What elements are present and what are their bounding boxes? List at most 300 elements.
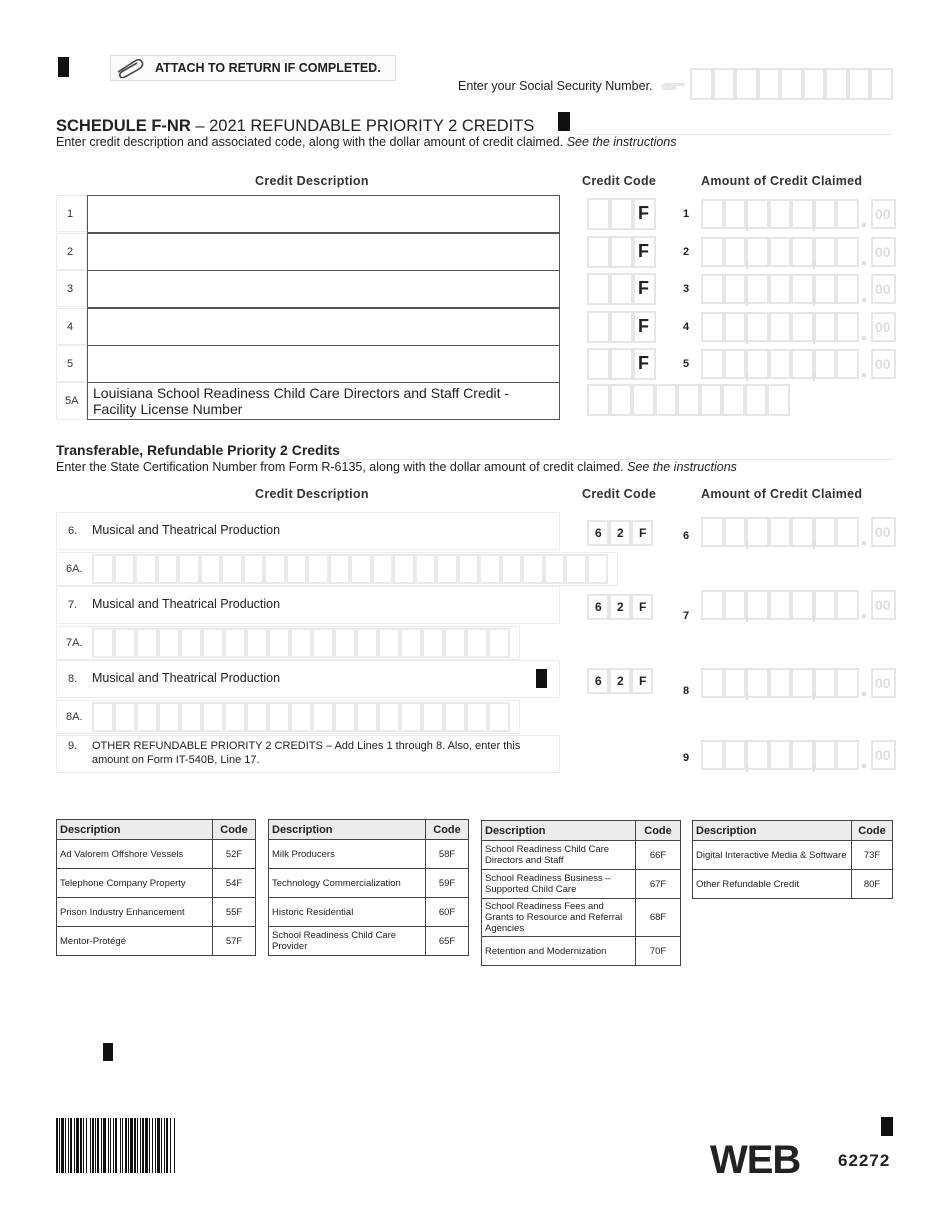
digit-box[interactable] — [713, 68, 736, 100]
code-box[interactable] — [587, 236, 610, 268]
certification-number-label: 6A. — [66, 563, 83, 575]
barcode-bar — [108, 1118, 109, 1173]
section2-title: Transferable, Refundable Priority 2 Credits — [56, 442, 340, 458]
digit-box[interactable] — [466, 628, 488, 658]
digit-box[interactable] — [393, 554, 415, 584]
code-box[interactable] — [587, 348, 610, 380]
digit-box[interactable] — [836, 349, 859, 379]
digit-box[interactable] — [400, 702, 422, 732]
digit-box[interactable] — [135, 554, 157, 584]
code-box[interactable] — [610, 311, 633, 343]
description-header: Description — [693, 821, 852, 841]
barcode-bar — [70, 1118, 72, 1173]
cents-value: 00 — [875, 319, 891, 335]
barcode-bar — [120, 1118, 121, 1173]
digit-box[interactable] — [701, 199, 724, 229]
decimal-point — [862, 298, 866, 302]
digit-box[interactable] — [200, 554, 222, 584]
credit-code-table — [692, 820, 893, 899]
digit-box[interactable] — [286, 554, 308, 584]
barcode-bar — [115, 1118, 117, 1173]
form-number: 62272 — [838, 1151, 891, 1170]
code-box[interactable] — [610, 236, 633, 268]
digit-box[interactable] — [836, 237, 859, 267]
digit-box[interactable] — [814, 517, 837, 547]
digit-box[interactable] — [157, 554, 179, 584]
barcode-bar — [140, 1118, 141, 1173]
digit-box[interactable] — [814, 590, 837, 620]
barcode-bar — [90, 1118, 91, 1173]
digit-box[interactable] — [264, 554, 286, 584]
barcode-bar — [97, 1118, 99, 1173]
cents-value: 00 — [875, 356, 891, 372]
digit-box[interactable] — [836, 668, 859, 698]
digit-box[interactable] — [422, 702, 444, 732]
digit-box[interactable] — [701, 237, 724, 267]
code-box — [609, 594, 631, 620]
digit-box[interactable] — [791, 312, 814, 342]
digit-box[interactable] — [724, 517, 747, 547]
credit-description-input[interactable] — [87, 270, 560, 308]
digit-box[interactable] — [224, 702, 246, 732]
digit-box[interactable] — [444, 702, 466, 732]
digit-box[interactable] — [334, 702, 356, 732]
code-box[interactable] — [610, 198, 633, 230]
cents-box — [871, 517, 896, 547]
barcode-bar — [122, 1118, 123, 1173]
credit-code-char: 6 — [595, 526, 602, 540]
digit-box[interactable] — [246, 628, 268, 658]
barcode-bar — [155, 1118, 156, 1173]
comma-separator — [813, 373, 815, 381]
digit-box[interactable] — [701, 312, 724, 342]
digit-box[interactable] — [791, 590, 814, 620]
registration-mark — [536, 669, 547, 688]
comma-separator — [813, 614, 815, 622]
digit-box[interactable] — [202, 702, 224, 732]
digit-box[interactable] — [522, 554, 544, 584]
digit-box[interactable] — [677, 384, 700, 416]
barcode-bar — [61, 1118, 64, 1173]
digit-box[interactable] — [466, 702, 488, 732]
amount-line-number: 8 — [683, 685, 690, 697]
cents-value: 00 — [875, 281, 891, 297]
comma-separator — [746, 261, 748, 269]
amount-line-number: 2 — [683, 246, 690, 258]
credit-description-cell: School Readiness Child Care Provider — [269, 927, 426, 956]
digit-box[interactable] — [92, 554, 114, 584]
description-header: Description — [57, 820, 213, 840]
digit-box[interactable] — [701, 590, 724, 620]
registration-mark — [58, 57, 69, 77]
amount-input[interactable] — [701, 668, 896, 700]
table-row — [269, 869, 469, 898]
digit-box[interactable] — [587, 554, 609, 584]
comma-separator — [813, 692, 815, 700]
barcode-bar — [80, 1118, 82, 1173]
barcode-bar — [149, 1118, 150, 1173]
digit-box[interactable] — [769, 349, 792, 379]
credit-description-input[interactable] — [87, 195, 560, 233]
digit-box[interactable] — [356, 702, 378, 732]
facility-license-input[interactable] — [587, 384, 790, 416]
digit-box[interactable] — [136, 628, 158, 658]
digit-box[interactable] — [501, 554, 523, 584]
barcode-bar — [142, 1118, 144, 1173]
digit-box[interactable] — [180, 628, 202, 658]
code-box — [587, 520, 609, 546]
row-number: 3 — [67, 283, 74, 295]
digit-box[interactable] — [329, 554, 351, 584]
cents-box — [871, 668, 896, 698]
credit-code-cell: 55F — [213, 898, 256, 927]
digit-box[interactable] — [224, 628, 246, 658]
decimal-point — [862, 541, 866, 545]
credit-description-cell: Mentor-Protégé — [57, 927, 213, 956]
table-header-row — [482, 821, 681, 841]
digit-box[interactable] — [836, 590, 859, 620]
digit-box[interactable] — [202, 628, 224, 658]
digit-box[interactable] — [479, 554, 501, 584]
amount-line-number: 1 — [683, 208, 690, 220]
row-9-text: OTHER REFUNDABLE PRIORITY 2 CREDITS – Add Lines 1 through 8. Also, enter this amount on Form IT-540B, Line 17. — [92, 740, 521, 766]
digit-box[interactable] — [701, 349, 724, 379]
barcode-bar — [65, 1118, 66, 1173]
row-number: 5 — [67, 358, 74, 370]
digit-box[interactable] — [746, 517, 769, 547]
digit-box[interactable] — [769, 517, 792, 547]
code-box[interactable] — [587, 198, 610, 230]
row-number: 8. — [68, 673, 78, 685]
credit-description-input[interactable] — [87, 308, 560, 346]
digit-box[interactable] — [701, 274, 724, 304]
digit-box[interactable] — [246, 702, 268, 732]
digit-box[interactable] — [724, 199, 747, 229]
digit-box[interactable] — [769, 312, 792, 342]
digit-box[interactable] — [769, 668, 792, 698]
digit-box[interactable] — [701, 668, 724, 698]
credit-code-char: 2 — [617, 600, 624, 614]
table-row — [57, 898, 256, 927]
description-header: Description — [482, 821, 636, 841]
digit-box[interactable] — [803, 68, 826, 100]
digit-box[interactable] — [791, 668, 814, 698]
digit-box[interactable] — [444, 628, 466, 658]
digit-box[interactable] — [178, 554, 200, 584]
digit-box[interactable] — [836, 740, 859, 770]
digit-box[interactable] — [378, 628, 400, 658]
cents-value: 00 — [875, 524, 891, 540]
digit-box[interactable] — [701, 740, 724, 770]
schedule-title-rest: – 2021 REFUNDABLE PRIORITY 2 CREDITS — [195, 117, 535, 135]
digit-box[interactable] — [791, 237, 814, 267]
credit-code-letter: F — [638, 278, 649, 298]
column-header-description: Credit Description — [255, 174, 369, 188]
digit-box[interactable] — [767, 384, 790, 416]
cents-box — [871, 349, 896, 379]
barcode-bar — [74, 1118, 75, 1173]
digit-box[interactable] — [769, 274, 792, 304]
digit-box[interactable] — [836, 517, 859, 547]
registration-mark — [881, 1117, 893, 1136]
digit-box[interactable] — [92, 628, 114, 658]
credit-description-cell: Digital Interactive Media & Software — [693, 841, 852, 870]
digit-box[interactable] — [701, 517, 724, 547]
digit-box[interactable] — [312, 702, 334, 732]
table-row — [57, 869, 256, 898]
digit-box[interactable] — [290, 628, 312, 658]
digit-box[interactable] — [724, 312, 747, 342]
amount-input[interactable] — [701, 517, 896, 549]
comma-separator — [813, 261, 815, 269]
digit-box[interactable] — [136, 702, 158, 732]
digit-box[interactable] — [791, 274, 814, 304]
barcode-bar — [110, 1118, 111, 1173]
digit-box[interactable] — [722, 384, 745, 416]
digit-box[interactable] — [400, 628, 422, 658]
digit-box[interactable] — [814, 668, 837, 698]
digit-box[interactable] — [870, 68, 893, 100]
cents-value: 00 — [875, 206, 891, 222]
cents-box — [871, 590, 896, 620]
digit-box[interactable] — [724, 668, 747, 698]
digit-box[interactable] — [758, 68, 781, 100]
cents-box — [871, 199, 896, 229]
digit-box[interactable] — [724, 349, 747, 379]
digit-box[interactable] — [415, 554, 437, 584]
barcode-bar — [166, 1118, 168, 1173]
digit-box[interactable] — [610, 384, 633, 416]
barcode-bar — [161, 1118, 162, 1173]
digit-box[interactable] — [544, 554, 566, 584]
column-header-code: Credit Code — [582, 174, 657, 188]
code-box — [631, 520, 653, 546]
digit-box[interactable] — [769, 590, 792, 620]
barcode-bar — [101, 1118, 102, 1173]
cents-box — [871, 312, 896, 342]
digit-box[interactable] — [814, 199, 837, 229]
ssn-input[interactable] — [690, 68, 893, 100]
barcode-bar — [164, 1118, 165, 1173]
digit-box[interactable] — [114, 554, 136, 584]
digit-box[interactable] — [307, 554, 329, 584]
credit-code-cell: 70F — [636, 937, 681, 966]
ssn-label: Enter your Social Security Number. — [458, 79, 653, 93]
digit-box[interactable] — [158, 628, 180, 658]
digit-box[interactable] — [655, 384, 678, 416]
amount-input[interactable] — [701, 199, 896, 231]
cents-value: 00 — [875, 747, 891, 763]
code-box — [587, 594, 609, 620]
digit-box[interactable] — [114, 702, 136, 732]
code-box[interactable] — [610, 273, 633, 305]
digit-box[interactable] — [780, 68, 803, 100]
cents-box — [871, 237, 896, 267]
digit-box[interactable] — [312, 628, 334, 658]
digit-box[interactable] — [814, 237, 837, 267]
amount-input[interactable] — [701, 237, 896, 269]
digit-box[interactable] — [488, 628, 510, 658]
barcode-bar — [68, 1118, 69, 1173]
barcode-bar — [137, 1118, 138, 1173]
decimal-point — [862, 373, 866, 377]
digit-box[interactable] — [180, 702, 202, 732]
amount-line-number: 3 — [683, 283, 690, 295]
registration-mark — [558, 112, 570, 131]
digit-box[interactable] — [791, 517, 814, 547]
barcode-bar — [59, 1118, 60, 1173]
barcode-bar — [170, 1118, 171, 1173]
digit-box[interactable] — [488, 702, 510, 732]
page-title — [56, 117, 534, 136]
barcode-bar — [113, 1118, 114, 1173]
cents-value: 00 — [875, 675, 891, 691]
digit-box[interactable] — [350, 554, 372, 584]
digit-box[interactable] — [814, 312, 837, 342]
digit-box[interactable] — [746, 199, 769, 229]
digit-box[interactable] — [745, 384, 768, 416]
barcode-bar — [128, 1118, 129, 1173]
digit-box[interactable] — [724, 274, 747, 304]
row-number: 1 — [67, 208, 74, 220]
row-9-line-number: 9 — [683, 752, 690, 764]
digit-box[interactable] — [746, 274, 769, 304]
comma-separator — [813, 298, 815, 306]
digit-box[interactable] — [836, 199, 859, 229]
digit-box[interactable] — [268, 628, 290, 658]
table-row — [693, 870, 893, 899]
digit-box[interactable] — [791, 349, 814, 379]
digit-box[interactable] — [565, 554, 587, 584]
digit-box[interactable] — [158, 702, 180, 732]
code-box[interactable] — [610, 348, 633, 380]
column-header-amount-2: Amount of Credit Claimed — [701, 487, 863, 501]
barcode-bar — [152, 1118, 153, 1173]
credit-code-letter: F — [638, 241, 649, 261]
digit-box[interactable] — [221, 554, 243, 584]
digit-box[interactable] — [724, 590, 747, 620]
digit-box[interactable] — [724, 740, 747, 770]
table-row — [269, 898, 469, 927]
code-box — [587, 668, 609, 694]
digit-box[interactable] — [746, 237, 769, 267]
digit-box[interactable] — [825, 68, 848, 100]
digit-box[interactable] — [814, 274, 837, 304]
web-label: WEB — [710, 1138, 801, 1182]
credit-code-char: 6 — [595, 600, 602, 614]
digit-box[interactable] — [632, 384, 655, 416]
amount-line-number: 7 — [683, 610, 690, 622]
comma-separator — [746, 692, 748, 700]
digit-box[interactable] — [378, 702, 400, 732]
certification-number-label: 8A. — [66, 711, 83, 723]
amount-input[interactable] — [701, 274, 896, 306]
digit-box[interactable] — [268, 702, 290, 732]
column-header-amount: Amount of Credit Claimed — [701, 174, 863, 188]
row-5a-description: Louisiana School Readiness Child Care Directors and Staff Credit - Facility License Number — [87, 382, 560, 420]
barcode-bar — [134, 1118, 136, 1173]
table-header-row — [57, 820, 256, 840]
paperclip-icon — [115, 58, 147, 78]
cents-value: 00 — [875, 597, 891, 613]
code-box — [631, 668, 653, 694]
digit-box[interactable] — [243, 554, 265, 584]
amount-line-number: 6 — [683, 530, 690, 542]
amount-input[interactable] — [701, 349, 896, 381]
digit-box[interactable] — [735, 68, 758, 100]
amount-input[interactable] — [701, 740, 896, 772]
digit-box[interactable] — [587, 384, 610, 416]
digit-box[interactable] — [356, 628, 378, 658]
digit-box[interactable] — [791, 740, 814, 770]
code-box[interactable] — [587, 311, 610, 343]
row-5a-number: 5A — [65, 395, 79, 407]
digit-box[interactable] — [791, 199, 814, 229]
digit-box[interactable] — [746, 590, 769, 620]
code-box — [609, 668, 631, 694]
digit-box[interactable] — [746, 668, 769, 698]
credit-description-cell: Ad Valorem Offshore Vessels — [57, 840, 213, 869]
digit-box[interactable] — [458, 554, 480, 584]
digit-box[interactable] — [700, 384, 723, 416]
certification-number-label: 7A. — [66, 637, 83, 649]
digit-box[interactable] — [814, 349, 837, 379]
digit-box[interactable] — [422, 628, 444, 658]
digit-box[interactable] — [769, 740, 792, 770]
comma-separator — [746, 223, 748, 231]
amount-input[interactable] — [701, 590, 896, 622]
digit-box[interactable] — [436, 554, 458, 584]
code-box — [631, 594, 653, 620]
digit-box[interactable] — [690, 68, 713, 100]
code-header: Code — [852, 821, 893, 841]
credit-code-cell: 58F — [426, 840, 469, 869]
digit-box[interactable] — [836, 274, 859, 304]
code-header: Code — [636, 821, 681, 841]
digit-box[interactable] — [769, 237, 792, 267]
digit-box[interactable] — [814, 740, 837, 770]
digit-box[interactable] — [769, 199, 792, 229]
credit-description-input[interactable] — [87, 345, 560, 383]
digit-box[interactable] — [836, 312, 859, 342]
code-box[interactable] — [587, 273, 610, 305]
credit-description-cell: School Readiness Fees and Grants to Resource and Referral Agencies — [482, 899, 636, 937]
digit-box[interactable] — [114, 628, 136, 658]
credit-description: Musical and Theatrical Production — [92, 597, 281, 611]
digit-box[interactable] — [92, 702, 114, 732]
digit-box[interactable] — [724, 237, 747, 267]
digit-box[interactable] — [372, 554, 394, 584]
amount-input[interactable] — [701, 312, 896, 344]
digit-box[interactable] — [334, 628, 356, 658]
credit-description-input[interactable] — [87, 233, 560, 271]
digit-box[interactable] — [746, 349, 769, 379]
barcode-bar — [83, 1118, 84, 1173]
digit-box[interactable] — [290, 702, 312, 732]
comma-separator — [813, 223, 815, 231]
credit-code-cell: 59F — [426, 869, 469, 898]
comma-separator — [746, 336, 748, 344]
digit-box[interactable] — [746, 740, 769, 770]
decimal-point — [862, 614, 866, 618]
barcode-bar — [174, 1118, 175, 1173]
comma-separator — [813, 764, 815, 772]
barcode-bar — [56, 1118, 58, 1173]
digit-box[interactable] — [848, 68, 871, 100]
table-row — [269, 840, 469, 869]
credit-code-cell: 54F — [213, 869, 256, 898]
digit-box[interactable] — [746, 312, 769, 342]
